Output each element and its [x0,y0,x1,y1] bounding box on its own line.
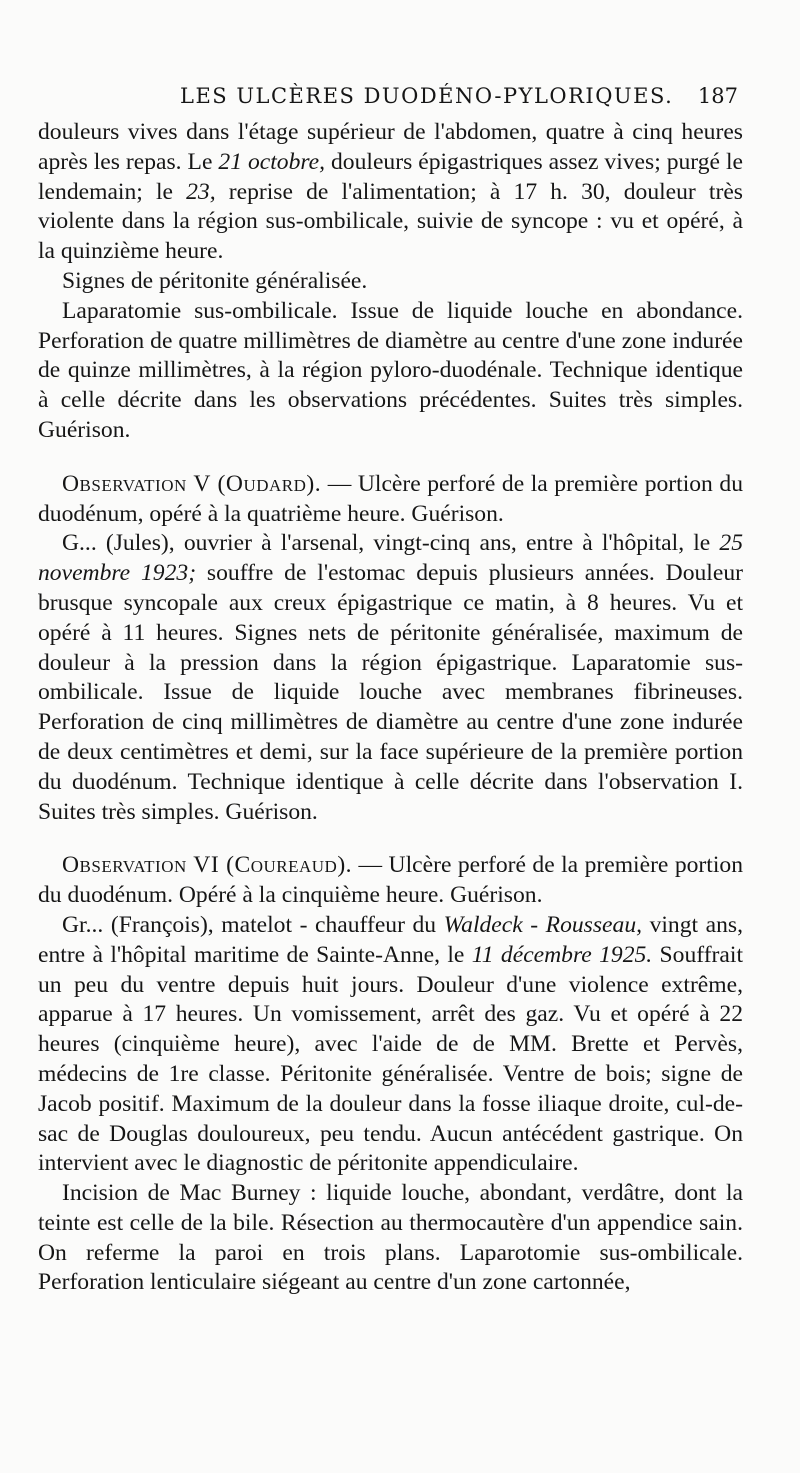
paragraph [38,118,743,267]
italic-text: 11 décembre 1925. [471,941,653,968]
page-header [180,84,738,114]
paragraph-text: — Ulcère perforé de la première portion du duodénum, opéré à la quatrième heure. Guérison. [38,470,743,527]
section-gap [38,446,743,470]
paragraph-text: souffre de l'estomac depuis plusieurs années. Douleur brusque syncopale aux creux épigastrique ce matin, à 8 heures. Vu et opéré à 11 heures. Signes nets de péritonite généralisée, maximum de douleur à la pression dans la région épigastrique. Laparatomie sus-ombilicale. Issue de liquide louche avec membranes fibrineuses. Perforation de cinq millimètres de diamètre au centre d'une zone indurée de deux centimètres et demi, sur la face supérieure de la première portion du duodénum. Technique identique à celle décrite dans l'observation I. Suites très simples. Guérison. [38,560,743,825]
paragraph-text: douleurs épigastriques assez vives; purgé le lendemain; le [38,148,743,205]
paragraph-text: G... (Jules), ouvrier à l'arsenal, vingt-cinq ans, entre à l'hôpital, le [62,530,720,557]
paragraph-text: douleurs vives dans l'étage supérieur de l'abdomen, quatre à cinq heures après les repas. Le [38,119,743,175]
paragraph-text: — Ulcère perforé de la première portion du duodénum. Opéré à la cinquième heure. Guérison. [38,852,743,909]
paragraph-text: vingt ans, entre à l'hôpital maritime de Sainte-Anne, le [38,911,743,968]
paragraph-text: Incision de Mac Burney : liquide louche, abondant, verdâtre, dont la teinte est celle de la bile. Résection au thermocautère d'un appendice sain. On referme la paroi en trois plans. Laparotomie sus-ombilicale. Perforation lenticulaire siégeant au centre d'un zone cartonnée, [38,1180,743,1296]
italic-text: 25 novembre 1923; [38,530,743,587]
paragraph [38,297,743,446]
italic-text: 23, [186,178,216,205]
running-title: LES ULCÈRES DUODÉNO-PYLORIQUES. [180,84,674,108]
paragraph [38,911,743,1179]
page-number: 187 [697,84,738,108]
observation-heading: Observation VI (Coureaud). [62,852,353,879]
paragraph [38,851,743,911]
paragraph-text: reprise de l'alimentation; à 17 h. 30, douleur très violente dans la région sus-ombilicale, suivie de syncope : vu et opéré, à la quinzième heure. [38,178,743,265]
paragraph-text: Gr... (François), matelot - chauffeur du [62,911,444,938]
paragraph [38,267,743,297]
paragraph [38,529,743,827]
section-gap [38,827,743,851]
italic-text: Waldeck - Rousseau, [443,911,643,938]
paragraph-text: Signes de péritonite généralisée. [62,267,368,294]
paragraph [38,1179,743,1298]
paragraph [38,470,743,530]
paragraph-text: Souffrait un peu du ventre depuis huit jours. Douleur d'une violence extrême, apparue à 17 heures. Un vomissement, arrêt des gaz. Vu et opéré à 22 heures (cinquième heure), avec l'aide de de MM. Brette et Pervès, médecins de 1re classe. Péritonite généralisée. Ventre de bois; signe de Jacob positif. Maximum de la douleur dans la fosse iliaque droite, cul-de-sac de Douglas douloureux, peu tendu. Aucun antécédent gastrique. On intervient avec le diagnostic de péritonite appendiculaire. [38,941,743,1177]
body-text [38,118,743,1298]
italic-text: 21 octobre, [218,148,326,175]
observation-heading: Observation V (Oudard). [62,470,322,497]
paragraph-text: Laparatomie sus-ombilicale. Issue de liquide louche en abondance. Perforation de quatre millimètres de diamètre au centre d'une zone indurée de quinze millimètres, à la région pyloro-duodénale. Technique identique à celle décrite dans les observations précédentes. Suites très simples. Guérison. [38,297,743,443]
